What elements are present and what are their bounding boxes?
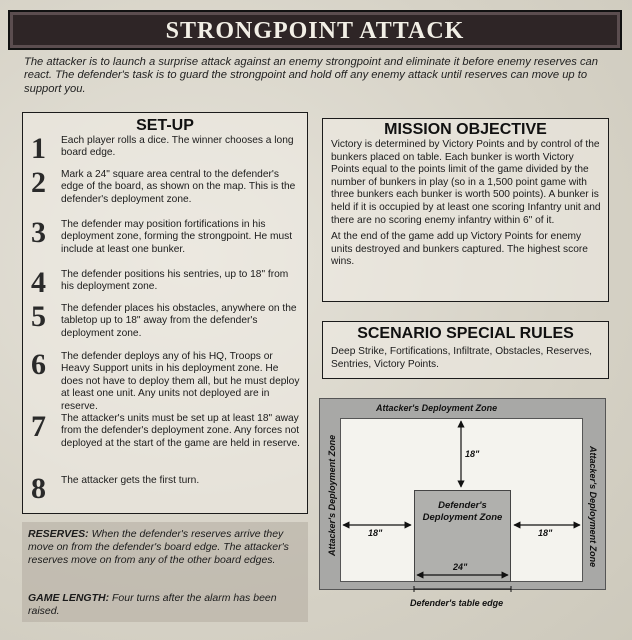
step-number: 1 [31, 132, 46, 165]
game-length-rule [28, 592, 304, 618]
step-text: Mark a 24" square area central to the defender's edge of the board, as shown on the map. This is the defender's deployment zone. [61, 169, 296, 205]
setup-step [31, 348, 301, 413]
reserves-panel [22, 522, 308, 622]
setup-step [31, 166, 301, 206]
page-title: STRONGPOINT ATTACK [165, 18, 465, 44]
defender-zone-label: Defender's Deployment Zone [422, 500, 503, 523]
step-text: The attacker gets the first turn. [61, 475, 200, 486]
step-text: The attacker's units must be set up at least 18" away from the defender's deployment zone. Any forces not deployed at the start of the game are held in reserve. [61, 413, 300, 449]
mission-paragraph-2: At the end of the game add up Victory Points for enemy units destroyed and bunkers captured. The highest score wins. [331, 231, 588, 268]
map-right-label: Attacker's Deployment Zone [588, 446, 598, 568]
step-number: 7 [31, 410, 46, 443]
intro-text: The attacker is to launch a surprise attack against an enemy strongpoint and eliminate it before enemy reserves can react. The defender's task is to guard the strongpoint and hold off any enemy attack until reserves can move up to support you. [24, 56, 598, 95]
setup-step [31, 472, 301, 505]
step-number: 8 [31, 472, 46, 505]
map-left-label: Attacker's Deployment Zone [327, 434, 337, 556]
special-rules-text: Deep Strike, Fortifications, Infiltrate, Obstacles, Reserves, Sentries, Victory Points. [331, 346, 593, 370]
game-length-text: Four turns after the alarm has been raised. [28, 592, 277, 617]
step-text: The defender positions his sentries, up to 18" from his deployment zone. [61, 269, 289, 293]
setup-step [31, 216, 301, 256]
distance-width: 24" [453, 562, 468, 572]
reserves-rule [28, 528, 304, 566]
step-number: 6 [31, 348, 46, 381]
step-number: 2 [31, 166, 46, 199]
step-number: 3 [31, 216, 46, 249]
setup-step [31, 300, 301, 340]
mission-heading: MISSION OBJECTIVE [384, 121, 547, 138]
step-text: The defender places his obstacles, anywhere on the tabletop up to 18" away from the defender's deployment zone. [61, 303, 297, 339]
setup-step [31, 410, 301, 450]
special-rules-box [322, 321, 609, 379]
map-top-label: Attacker's Deployment Zone [376, 403, 498, 413]
reserves-label: RESERVES: [28, 528, 89, 540]
distance-left: 18" [368, 528, 383, 538]
title-banner [8, 10, 622, 50]
step-number: 5 [31, 300, 46, 333]
setup-step [31, 132, 301, 165]
setup-step [31, 266, 301, 299]
special-rules-heading: SCENARIO SPECIAL RULES [357, 325, 574, 342]
game-length-label: GAME LENGTH: [28, 592, 110, 604]
mission-body [331, 139, 603, 273]
step-number: 4 [31, 266, 46, 299]
reserves-text: When the defender's reserves arrive they move on from the defender's board edge. The attacker's reserves move on from any of the other board edges. [28, 528, 289, 566]
step-text: The defender deploys any of his HQ, Troops or Heavy Support units in his deployment zone. He does not have to deploy them all, but he must deploy at least one unit. Any units not deployed are in reserve. [61, 351, 300, 412]
map-bottom-label: Defender's table edge [410, 598, 504, 608]
mission-box [322, 118, 609, 302]
distance-right: 18" [538, 528, 553, 538]
step-text: The defender may position fortifications in his deployment zone, forming the strongpoint. He must include at least one bunker. [61, 219, 293, 255]
mission-paragraph-1: Victory is determined by Victory Points and by control of the bunkers placed on table. Each bunker is worth Victory Points equal to the points limit of the game divided by the number of bunkers in play (so in a 1,500 point game with three bunkers each bunker is worth 500 points). A bunker is held if it is occupied by at least one scoring Infantry unit and there are no scoring enemy infantry within 6" of it. [331, 139, 601, 226]
step-text: Each player rolls a dice. The winner chooses a long board edge. [61, 135, 294, 159]
distance-top: 18" [465, 449, 480, 459]
setup-heading: SET-UP [136, 117, 194, 134]
setup-box [22, 112, 308, 514]
